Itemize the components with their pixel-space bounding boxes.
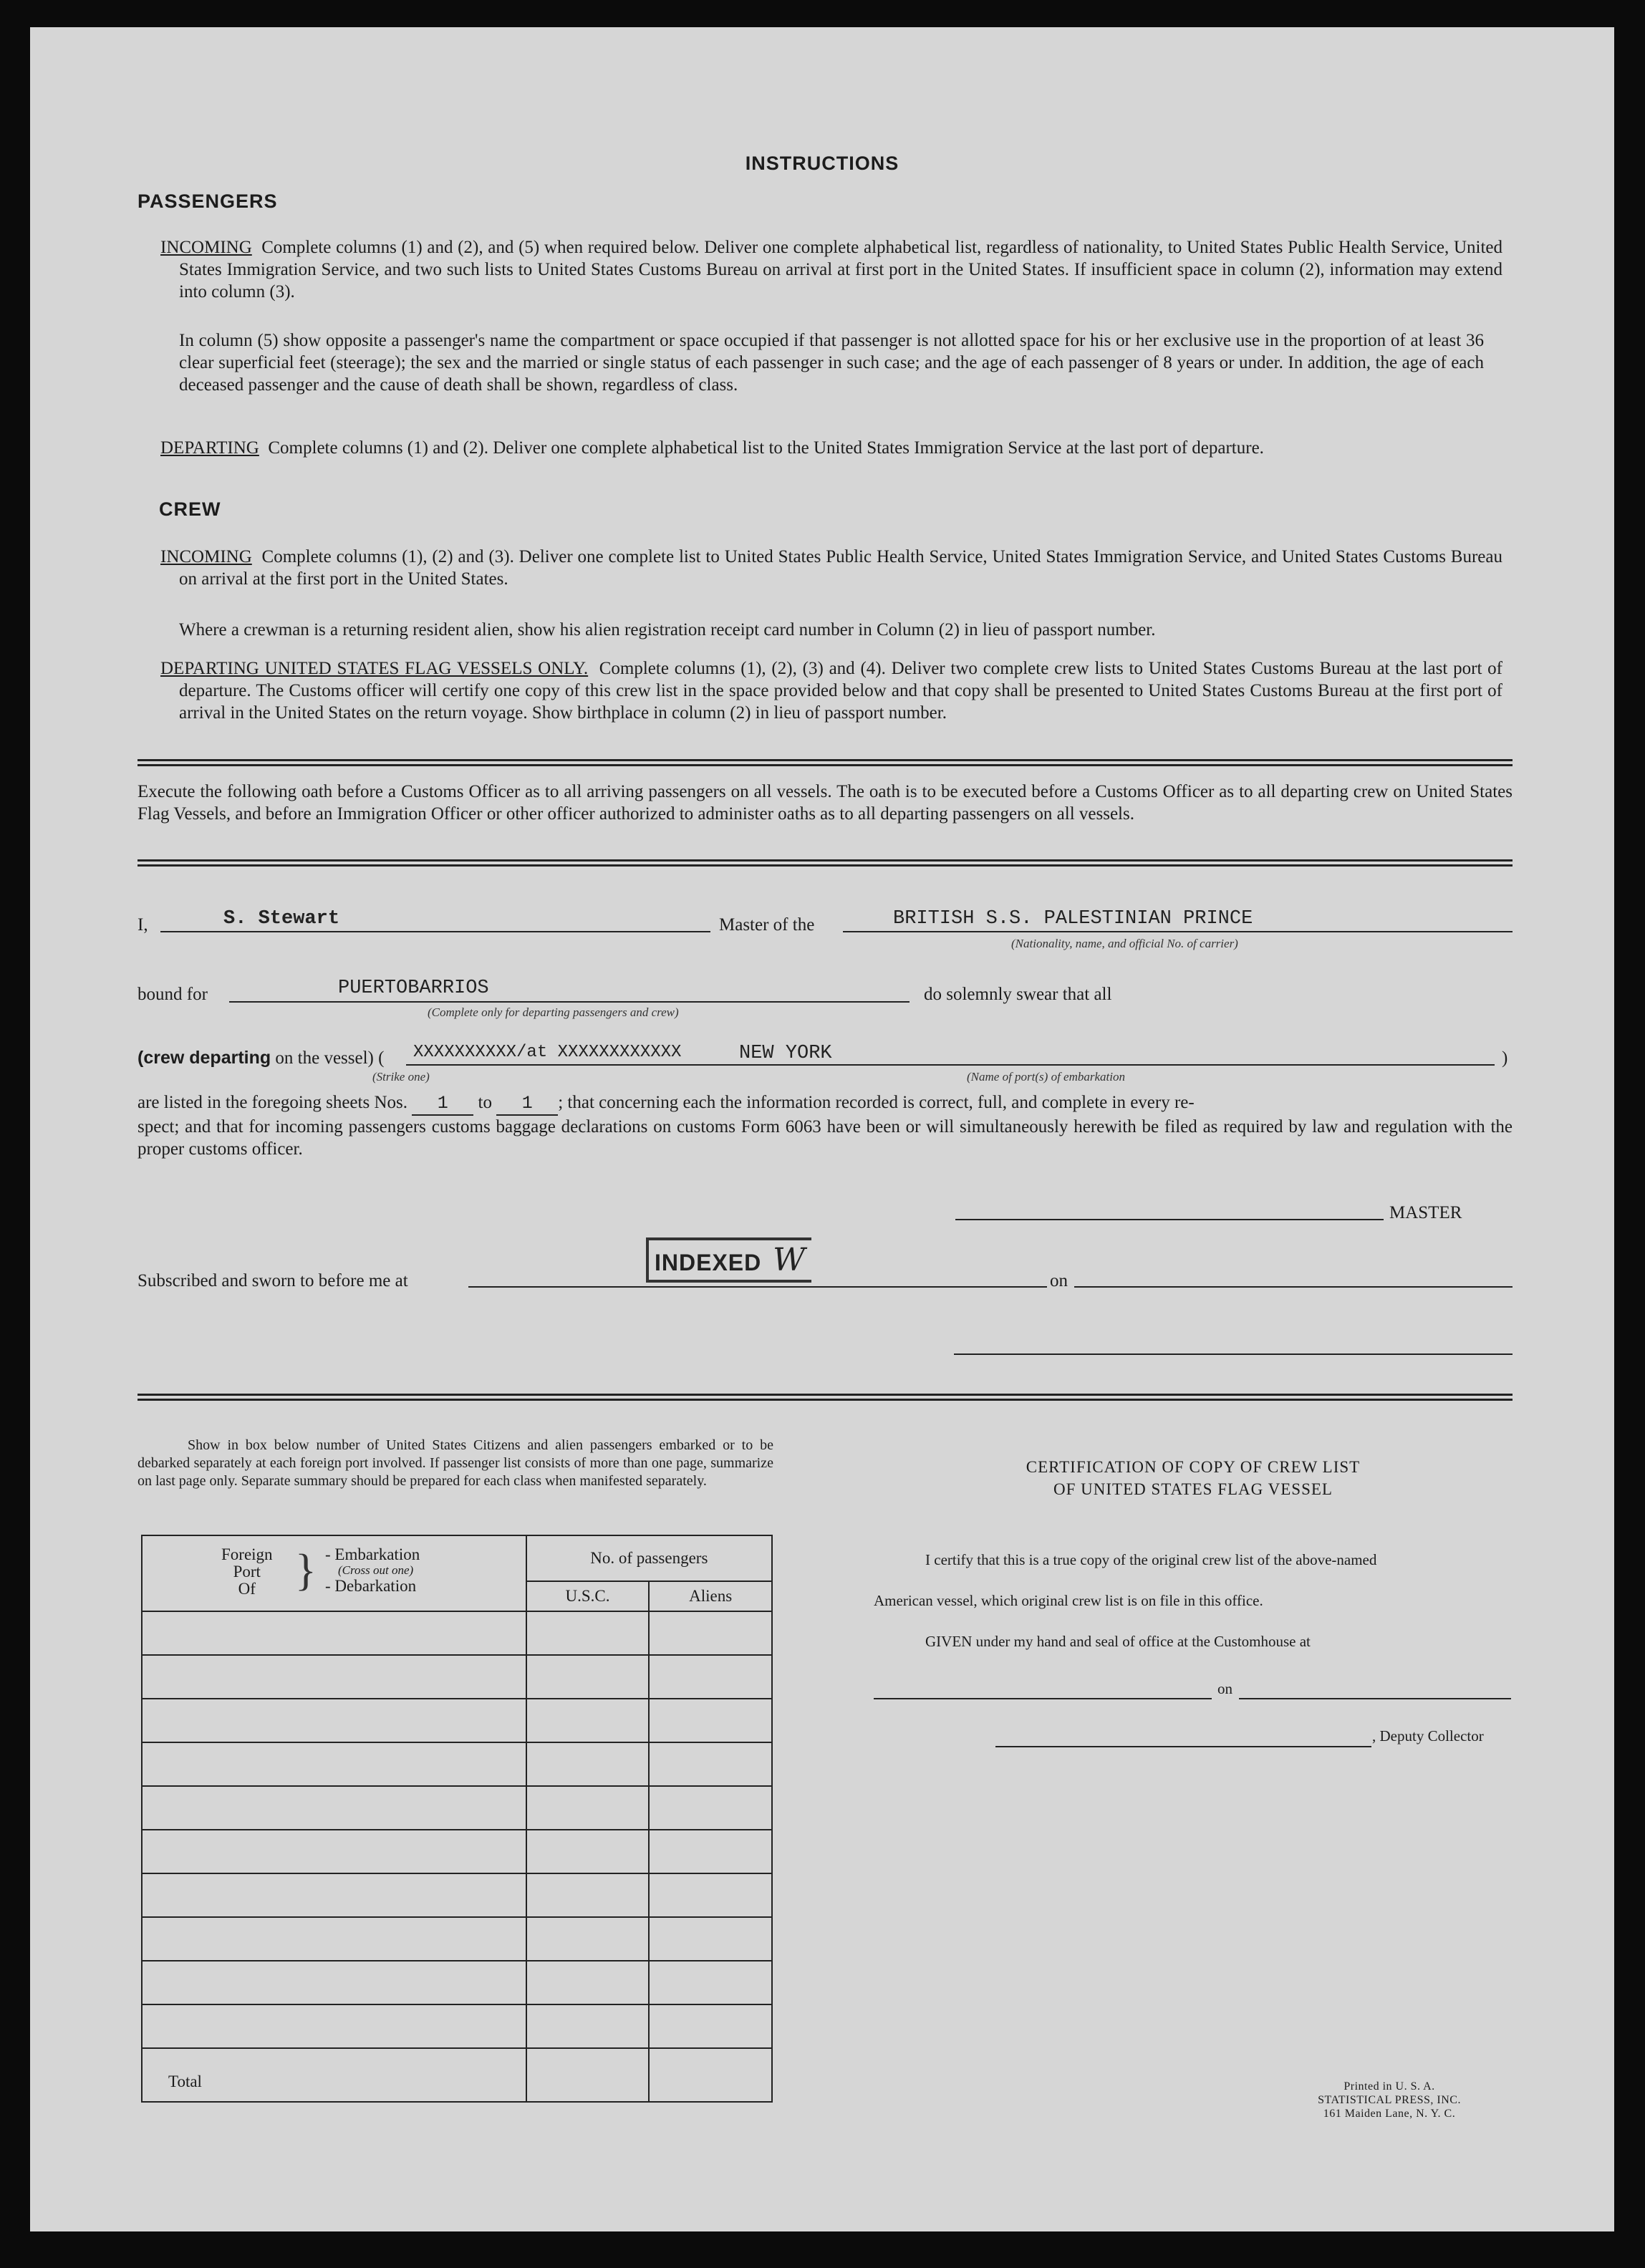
total-label: Total	[142, 2048, 526, 2102]
oath-i-label: I,	[138, 915, 148, 935]
passengers-departing-text: Complete columns (1) and (2). Deliver one complete alphabetical list to the United States Immigration Service at the last port of departure.	[268, 438, 1264, 458]
usc-cell[interactable]	[526, 1786, 650, 1830]
passengers-column5-paragraph: In column (5) show opposite a passenger's name the compartment or space occupied if that passenger is not allotted space for his or her exclusive use in the proportion of at least 36 clear superficial feet (steerage); the sex and the married or single status of each passenger in such case; and the age of each passenger of 8 years or under. In addition, the age of each deceased passenger and the cause of death shall be shown, regardless of class.	[179, 331, 1484, 395]
table-row	[142, 1873, 772, 1917]
summary-instructions: Show in box below number of United States Citizens and alien passengers embarked or to be debarked separately at each foreign port involved. If passenger list consists of more than one page, summarize on last page only. Separate summary should be prepared for each class when manifested separately.	[138, 1437, 773, 1489]
printer-line: STATISTICAL PRESS, INC.	[1318, 2094, 1461, 2106]
page-title: INSTRUCTIONS	[745, 153, 899, 174]
usc-cell[interactable]	[526, 1830, 650, 1873]
section-divider	[138, 1394, 1513, 1401]
port-header-line: Foreign	[221, 1545, 273, 1563]
port-cell[interactable]	[142, 1786, 526, 1830]
crew-heading: CREW	[159, 498, 221, 520]
listed-line-1	[138, 1091, 1513, 1116]
aliens-cell[interactable]	[649, 1786, 772, 1830]
to-label: to	[478, 1093, 492, 1112]
table-row	[142, 1786, 772, 1830]
bound-for-value: PUERTOBARRIOS	[338, 978, 489, 999]
bound-for-caption: (Complete only for departing passengers and crew)	[428, 1005, 679, 1019]
table-row	[142, 1742, 772, 1786]
listed-paragraph	[138, 1091, 1513, 1160]
crew-departing-paragraph	[160, 657, 1502, 724]
indexed-stamp	[646, 1237, 811, 1283]
crew-departing-label: (crew departing	[138, 1048, 271, 1068]
port-header-label	[221, 1546, 273, 1598]
crew-departing-text: Complete columns (1), (2), (3) and (4). Deliver two complete crew lists to United States Customs Bureau at the last port of departure. The Customs officer will certify one copy of this crew list in the space provided below and that copy shall be presented to United States Customs Bureau at the first port of arrival in the United States on the return voyage. Show birthplace in column (2) in lieu of passport number.	[179, 659, 1503, 723]
listed-text-2: ; that concerning each the information recorded is correct, full, and complete in every re-	[558, 1093, 1195, 1112]
usc-cell[interactable]	[526, 1699, 650, 1742]
subscribed-date-field[interactable]	[1074, 1286, 1513, 1288]
passengers-heading: PASSENGERS	[138, 190, 278, 212]
usc-cell[interactable]	[526, 1742, 650, 1786]
aliens-cell[interactable]	[649, 1611, 772, 1655]
aliens-cell[interactable]	[649, 1830, 772, 1873]
aliens-cell[interactable]	[649, 1742, 772, 1786]
usc-cell[interactable]	[526, 2004, 650, 2048]
table-row	[142, 2004, 772, 2048]
customhouse-field[interactable]	[874, 1698, 1212, 1699]
embark-debark-label	[325, 1546, 420, 1595]
port-caption: (Name of port(s) of embarkation	[967, 1070, 1125, 1084]
total-row	[142, 2048, 772, 2102]
usc-header: U.S.C.	[526, 1581, 650, 1611]
port-cell[interactable]	[142, 1655, 526, 1699]
aliens-cell[interactable]	[649, 1655, 772, 1699]
table-row	[142, 1699, 772, 1742]
printer-line: 161 Maiden Lane, N. Y. C.	[1323, 2108, 1456, 2120]
table-row	[142, 1961, 772, 2004]
crew-incoming-label: INCOMING	[160, 547, 252, 566]
oath-intro-paragraph: Execute the following oath before a Customs Officer as to all arriving passengers on all vessels. The oath is to be executed before a Customs Officer as to all departing crew on United States Flag Vessels, and before an Immigration Officer or other officer authorized to administer oaths as to all departing passengers on all vessels.	[138, 782, 1513, 824]
passengers-departing-paragraph	[160, 437, 1502, 459]
crew-departing-label: DEPARTING UNITED STATES FLAG VESSELS ONLY.	[160, 659, 589, 678]
stamp-initials: W	[773, 1242, 806, 1278]
close-paren: )	[1502, 1048, 1508, 1068]
brace-icon: }	[295, 1546, 317, 1595]
port-cell[interactable]	[142, 1742, 526, 1786]
aliens-cell[interactable]	[649, 1699, 772, 1742]
crew-departing-line	[138, 1047, 384, 1069]
stamp-text: INDEXED	[655, 1250, 762, 1275]
certification-title-line: OF UNITED STATES FLAG VESSEL	[1053, 1480, 1333, 1498]
usc-cell[interactable]	[526, 1611, 650, 1655]
sheet-from-field[interactable]: 1	[412, 1092, 473, 1116]
usc-cell[interactable]	[526, 1961, 650, 2004]
subscribed-place-field[interactable]	[468, 1286, 1047, 1288]
table-row	[142, 1655, 772, 1699]
usc-cell[interactable]	[526, 1917, 650, 1961]
listed-text-3: spect; and that for incoming passengers customs baggage declarations on customs Form 6063 have been or will simultaneously herewith be filed as required by law and regulation with the proper customs officer.	[138, 1117, 1513, 1159]
passengers-incoming-text: Complete columns (1) and (2), and (5) when required below. Deliver one complete alphabetical list, regardless of nationality, to United States Public Health Service, United States Immigration Service, and two such lists to United States Customs Bureau on arrival at first port in the United States. If insufficient space in column (2), information may extend into column (3).	[179, 238, 1502, 301]
embarkation-field[interactable]	[406, 1064, 1495, 1066]
certification-date-field[interactable]	[1239, 1698, 1511, 1699]
given-text: GIVEN under my hand and seal of office at the Customhouse at	[925, 1633, 1311, 1650]
port-value: NEW YORK	[739, 1043, 832, 1064]
certification-title	[874, 1456, 1513, 1500]
port-cell[interactable]	[142, 1961, 526, 2004]
subscribed-on-label: on	[1050, 1271, 1068, 1290]
port-cell[interactable]	[142, 1830, 526, 1873]
port-cell[interactable]	[142, 1611, 526, 1655]
master-name-field[interactable]	[160, 931, 710, 932]
aliens-cell[interactable]	[649, 1961, 772, 2004]
table-row	[142, 1611, 772, 1655]
printer-line: Printed in U. S. A.	[1344, 2080, 1435, 2093]
master-signature-field[interactable]	[955, 1219, 1384, 1220]
aliens-cell[interactable]	[649, 1917, 772, 1961]
port-header-line: Of	[238, 1580, 256, 1598]
certification-text-2: American vessel, which original crew list is on file in this office.	[874, 1592, 1263, 1609]
table-row	[142, 1917, 772, 1961]
aliens-cell[interactable]	[649, 1873, 772, 1917]
strike-text: XXXXXXXXXX/at XXXXXXXXXXXX	[413, 1043, 682, 1062]
aliens-total-cell[interactable]	[649, 2048, 772, 2102]
bound-for-field[interactable]	[229, 1001, 910, 1003]
port-cell[interactable]	[142, 1699, 526, 1742]
passengers-count-header: No. of passengers	[526, 1535, 772, 1581]
certification-on-label: on	[1217, 1680, 1232, 1697]
vessel-value: BRITISH S.S. PALESTINIAN PRINCE	[893, 908, 1253, 930]
passengers-incoming-paragraph	[160, 236, 1502, 303]
bound-for-label: bound for	[138, 985, 208, 1004]
usc-cell[interactable]	[526, 1873, 650, 1917]
subscribed-label: Subscribed and sworn to before me at	[138, 1271, 408, 1290]
master-label: MASTER	[1389, 1203, 1462, 1222]
master-of-label: Master of the	[719, 915, 815, 935]
port-cell[interactable]	[142, 1873, 526, 1917]
aliens-cell[interactable]	[649, 2004, 772, 2048]
passengers-departing-label: DEPARTING	[160, 438, 259, 458]
master-name-value: S. Stewart	[223, 908, 340, 930]
vessel-caption: (Nationality, name, and official No. of carrier)	[1011, 937, 1238, 950]
port-header-line: Port	[233, 1563, 261, 1581]
deputy-collector-label: , Deputy Collector	[1372, 1727, 1484, 1745]
section-divider	[138, 759, 1513, 766]
aliens-header: Aliens	[649, 1581, 772, 1611]
crew-resident-paragraph: Where a crewman is a returning resident alien, show his alien registration receipt card number in Column (2) in lieu of passport number.	[179, 620, 1156, 640]
deputy-collector-signature-field[interactable]	[995, 1746, 1371, 1747]
section-divider	[138, 859, 1513, 867]
certification-text-1: I certify that this is a true copy of the original crew list of the above-named	[925, 1551, 1377, 1568]
passenger-summary-table	[141, 1535, 773, 2103]
usc-cell[interactable]	[526, 1655, 650, 1699]
vessel-field[interactable]	[843, 931, 1513, 932]
certification-title-line: CERTIFICATION OF COPY OF CREW LIST	[1026, 1458, 1361, 1476]
strike-caption: (Strike one)	[372, 1070, 430, 1084]
printer-imprint	[1260, 2080, 1518, 2120]
swear-label: do solemnly swear that all	[924, 985, 1112, 1004]
usc-total-cell[interactable]	[526, 2048, 650, 2102]
crew-incoming-paragraph	[160, 546, 1502, 590]
sheet-to-field[interactable]: 1	[496, 1092, 558, 1116]
listed-text-1: are listed in the foregoing sheets Nos.	[138, 1093, 407, 1112]
table-row	[142, 1830, 772, 1873]
embarkation-option[interactable]: - Embarkation	[325, 1545, 420, 1563]
passengers-incoming-label: INCOMING	[160, 238, 252, 257]
document-page	[30, 27, 1614, 2231]
debarkation-option[interactable]: - Debarkation	[325, 1577, 417, 1595]
cross-out-note: (Cross out one)	[338, 1563, 414, 1577]
port-cell[interactable]	[142, 1917, 526, 1961]
port-cell[interactable]	[142, 2004, 526, 2048]
on-vessel-label: on the vessel) (	[275, 1048, 385, 1068]
officer-signature-field[interactable]	[954, 1353, 1513, 1355]
port-header-cell	[142, 1535, 526, 1611]
crew-incoming-text: Complete columns (1), (2) and (3). Deliver one complete list to United States Public Health Service, United States Immigration Service, and United States Customs Bureau on arrival at the first port in the United States.	[179, 547, 1502, 589]
